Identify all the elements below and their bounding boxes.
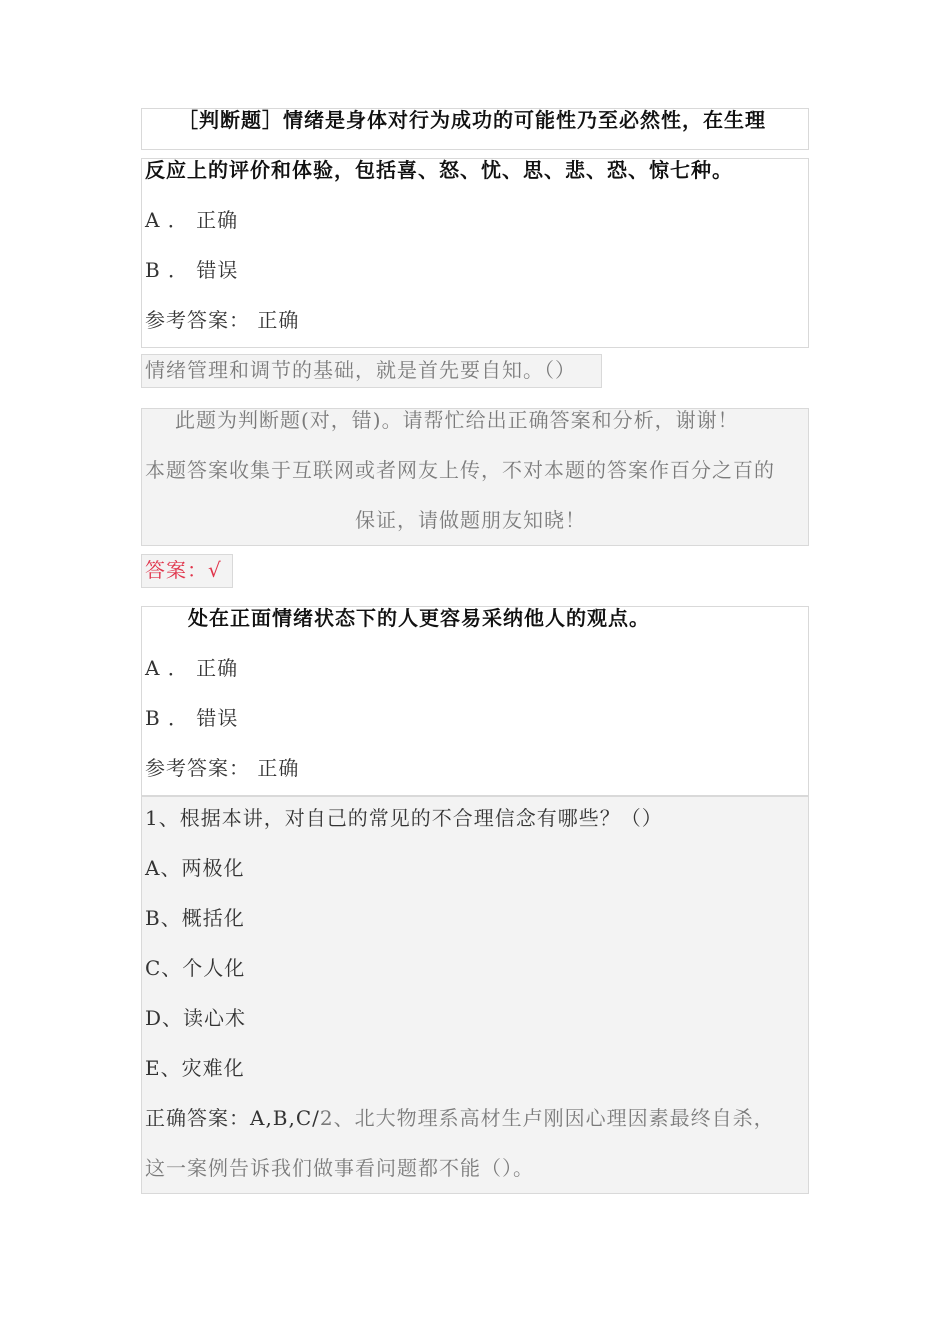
q1-question-line2: 反应上的评价和体验，包括喜、怒、忧、思、悲、恐、惊七种。 — [145, 158, 733, 182]
q1-option-a: A ． 正确 — [145, 208, 239, 232]
q4-option-c: C、个人化 — [145, 956, 246, 980]
q1-reference-answer: 参考答案： 正确 — [145, 308, 300, 332]
q4-option-d: D、读心术 — [145, 1006, 247, 1030]
q4-answer-line — [145, 1103, 775, 1133]
q2-note-line1: 此题为判断题(对，错)。请帮忙给出正确答案和分析，谢谢！ — [175, 408, 739, 432]
q1-option-b: B ． 错误 — [145, 258, 239, 282]
q3-option-b: B ． 错误 — [145, 706, 239, 730]
q4-option-a: A、两极化 — [145, 856, 245, 880]
q3-option-a: A ． 正确 — [145, 656, 239, 680]
q4-option-e: E、灾难化 — [145, 1056, 245, 1080]
q2-answer: 答案：√ — [145, 558, 222, 582]
q2-question: 情绪管理和调节的基础，就是首先要自知。（） — [145, 358, 576, 382]
q2-note-line3: 保证，请做题朋友知晓！ — [355, 508, 586, 532]
q2-note-line2: 本题答案收集于互联网或者网友上传，不对本题的答案作百分之百的 — [145, 458, 775, 482]
q4-correct-answer: 正确答案：A,B,C/ — [145, 1106, 320, 1130]
q5-question-part2: 这一案例告诉我们做事看问题都不能（）。 — [145, 1156, 534, 1180]
q3-question: 处在正面情绪状态下的人更容易采纳他人的观点。 — [188, 606, 650, 630]
q5-question-part1: 2、北大物理系高材生卢刚因心理因素最终自杀， — [319, 1106, 775, 1130]
q4-question: 1、根据本讲，对自己的常见的不合理信念有哪些？（） — [145, 806, 663, 830]
q3-reference-answer: 参考答案： 正确 — [145, 756, 300, 780]
q1-question-line1: ［判断题］情绪是身体对行为成功的可能性乃至必然性，在生理 — [178, 108, 766, 132]
q4-option-b: B、概括化 — [145, 906, 245, 930]
